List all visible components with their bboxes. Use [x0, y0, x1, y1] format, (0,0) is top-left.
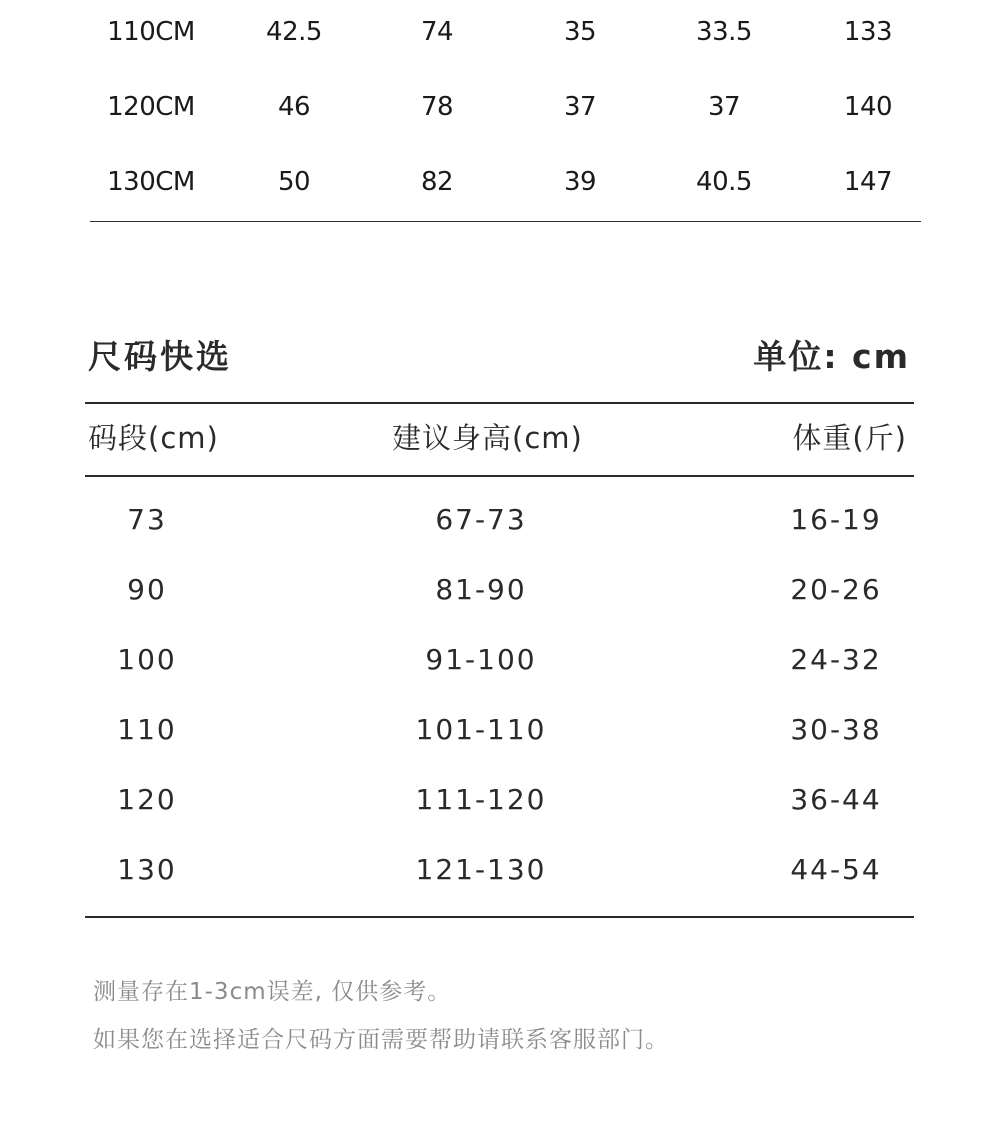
- table-cell: 39: [563, 167, 597, 197]
- table-cell: 30-38: [790, 713, 882, 746]
- section-title: 尺码快选: [88, 337, 232, 376]
- table-cell: 73: [127, 503, 167, 536]
- table-row: [0, 568, 1000, 612]
- table-cell: 16-19: [790, 503, 882, 536]
- table-cell: 147: [843, 167, 893, 197]
- table-divider: [85, 402, 914, 404]
- measurement-note: 测量存在1-3cm误差, 仅供参考。: [93, 979, 452, 1005]
- table-cell: 120CM: [107, 92, 195, 122]
- table-cell: 90: [127, 573, 167, 606]
- table-row: [0, 638, 1000, 682]
- table-cell: 82: [420, 167, 454, 197]
- table-cell: 120: [117, 783, 177, 816]
- table-cell: 110CM: [107, 17, 195, 47]
- table-cell: 37: [707, 92, 741, 122]
- table-cell: 121-130: [415, 853, 547, 886]
- table-cell: 91-100: [425, 643, 537, 676]
- table-cell: 100: [117, 643, 177, 676]
- table-cell: 24-32: [790, 643, 882, 676]
- table-cell: 67-73: [435, 503, 527, 536]
- table-cell: 42.5: [266, 17, 322, 47]
- table-cell: 130: [117, 853, 177, 886]
- table-divider: [90, 221, 921, 222]
- table-row: [0, 708, 1000, 752]
- table-row: [0, 498, 1000, 542]
- table-cell: 46: [277, 92, 311, 122]
- table-row: [0, 12, 1000, 52]
- table-row: [0, 848, 1000, 892]
- table-cell: 81-90: [435, 573, 527, 606]
- unit-label: 单位: cm: [753, 337, 910, 376]
- column-header-height: 建议身高(cm): [392, 421, 583, 455]
- table-cell: 133: [843, 17, 893, 47]
- help-note: 如果您在选择适合尺码方面需要帮助请联系客服部门。: [93, 1027, 669, 1053]
- table-cell: 50: [277, 167, 311, 197]
- table-cell: 44-54: [790, 853, 882, 886]
- table-row: [0, 162, 1000, 202]
- table-divider: [85, 916, 914, 918]
- table-divider: [85, 475, 914, 477]
- table-cell: 78: [420, 92, 454, 122]
- table-cell: 35: [563, 17, 597, 47]
- table-cell: 33.5: [696, 17, 752, 47]
- table-cell: 140: [843, 92, 893, 122]
- table-cell: 40.5: [696, 167, 752, 197]
- table-cell: 110: [117, 713, 177, 746]
- table-row: [0, 87, 1000, 127]
- table-row: [0, 778, 1000, 822]
- table-cell: 101-110: [415, 713, 547, 746]
- table-cell: 74: [420, 17, 454, 47]
- table-cell: 20-26: [790, 573, 882, 606]
- column-header-weight: 体重(斤): [792, 421, 907, 455]
- table-cell: 111-120: [415, 783, 547, 816]
- column-header-size: 码段(cm): [88, 421, 219, 455]
- table-cell: 36-44: [790, 783, 882, 816]
- table-cell: 37: [563, 92, 597, 122]
- table-cell: 130CM: [107, 167, 195, 197]
